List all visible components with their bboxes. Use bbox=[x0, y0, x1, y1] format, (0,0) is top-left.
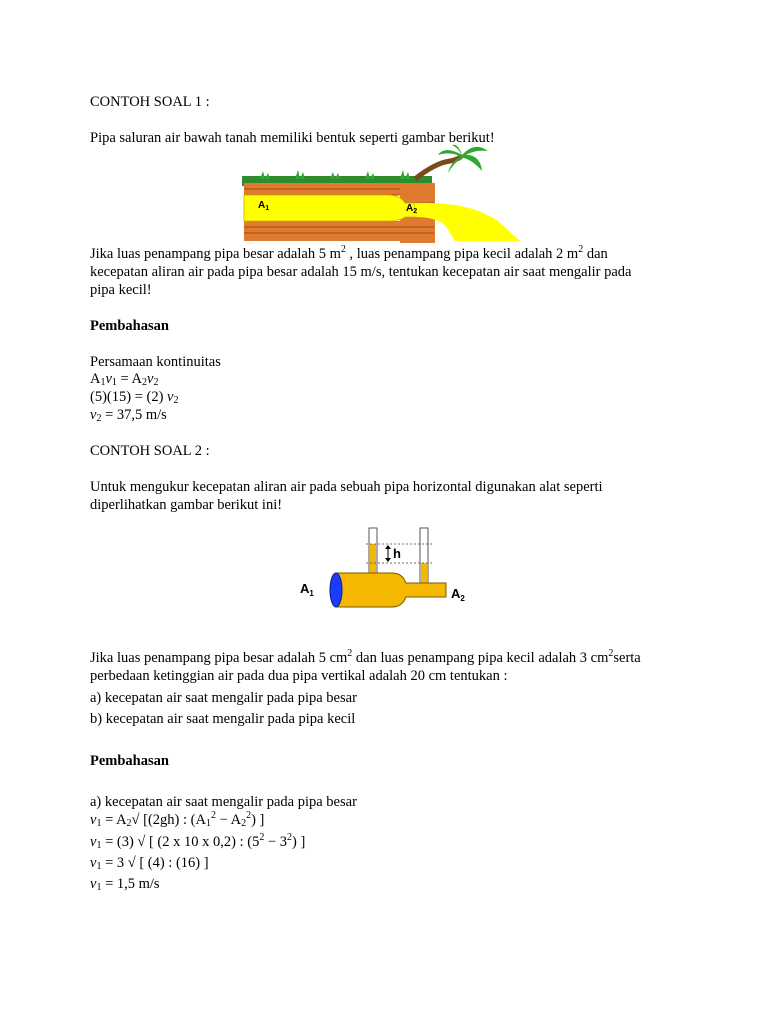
formula-4: $v_1 = 1,5$ m/s bbox=[90, 876, 160, 893]
soal-2-intro-line-2: diperlihatkan gambar berikut ini! bbox=[90, 497, 283, 513]
soal-2-question-line-1: Jika luas penampang pipa besar adalah 5 $cm^2$ dan luas penampang pipa kecil adalah 3 $cm^2serta$ bbox=[90, 648, 641, 666]
label-a2-fig1: $A_2$ bbox=[406, 203, 418, 215]
formula-1: $v_1 = A_2√$ [(2gh) : $(A_1^2 - A_2^2)$ ] bbox=[90, 810, 265, 829]
soal-2-question-line-2: perbedaan ketinggian air pada dua pipa vertikal adalah 20 cm tentukan : bbox=[90, 668, 508, 684]
venturi-pipe bbox=[336, 573, 446, 607]
soal-2-question-a: a) kecepatan air saat mengalir pada pipa besar bbox=[90, 690, 357, 706]
pipe-opening bbox=[330, 573, 342, 607]
tube-right-water bbox=[421, 563, 427, 583]
label-a2-fig2: $A_2$ bbox=[451, 586, 465, 603]
equation-3: $v_2 = 37,5$ m/s bbox=[90, 407, 167, 424]
equation-2: (5)(15) = (2) $v_2$ bbox=[90, 389, 179, 406]
pembahasan-2-heading: Pembahasan bbox=[90, 753, 169, 769]
pipe-figure-1 bbox=[240, 143, 530, 243]
pembahasan-1-heading: Pembahasan bbox=[90, 318, 169, 334]
venturi-figure bbox=[296, 523, 476, 613]
heading-soal-2: CONTOH SOAL 2 : bbox=[90, 443, 210, 459]
soal-1-question-line-3: pipa kecil! bbox=[90, 282, 152, 298]
solution-2-a-title: a) kecepatan air saat mengalir pada pipa besar bbox=[90, 794, 357, 810]
label-a1-fig2: $A_1$ bbox=[300, 581, 314, 598]
equation-1: $A_1v_1 = A_2v_2$ bbox=[90, 371, 159, 388]
palm-leaves bbox=[438, 145, 488, 173]
soal-2-question-b: b) kecepatan air saat mengalir pada pipa kecil bbox=[90, 711, 356, 727]
tube-left-water bbox=[370, 544, 376, 577]
soal-1-question-line-1: Jika luas penampang pipa besar adalah 5 $m^2$ , luas penampang pipa kecil adalah 2 $m^2$ dan bbox=[90, 244, 608, 262]
pipe-water bbox=[244, 195, 418, 221]
brick-bottom bbox=[244, 221, 434, 241]
label-h: h bbox=[393, 546, 401, 561]
soal-1-question-line-2: kecepatan aliran air pada pipa besar adalah 15 m/s, tentukan kecepatan air saat mengalir pada bbox=[90, 264, 632, 280]
solution-1-title: Persamaan kontinuitas bbox=[90, 354, 221, 370]
soal-2-intro-line-1: Untuk mengukur kecepatan aliran air pada sebuah pipa horizontal digunakan alat seperti bbox=[90, 479, 603, 495]
soal-1-intro: Pipa saluran air bawah tanah memiliki bentuk seperti gambar berikut! bbox=[90, 130, 495, 146]
tree-trunk bbox=[415, 155, 462, 179]
formula-3: $v_1 = 3$ √ [ (4) : (16) ] bbox=[90, 855, 209, 872]
formula-2: $v_1 = (3)$ √ [ (2 x 10 x 0,2) : $(5^2 - 3^2)$ ] bbox=[90, 832, 306, 851]
label-a1-fig1: $A_1$ bbox=[258, 200, 270, 212]
heading-soal-1: CONTOH SOAL 1 : bbox=[90, 94, 210, 110]
